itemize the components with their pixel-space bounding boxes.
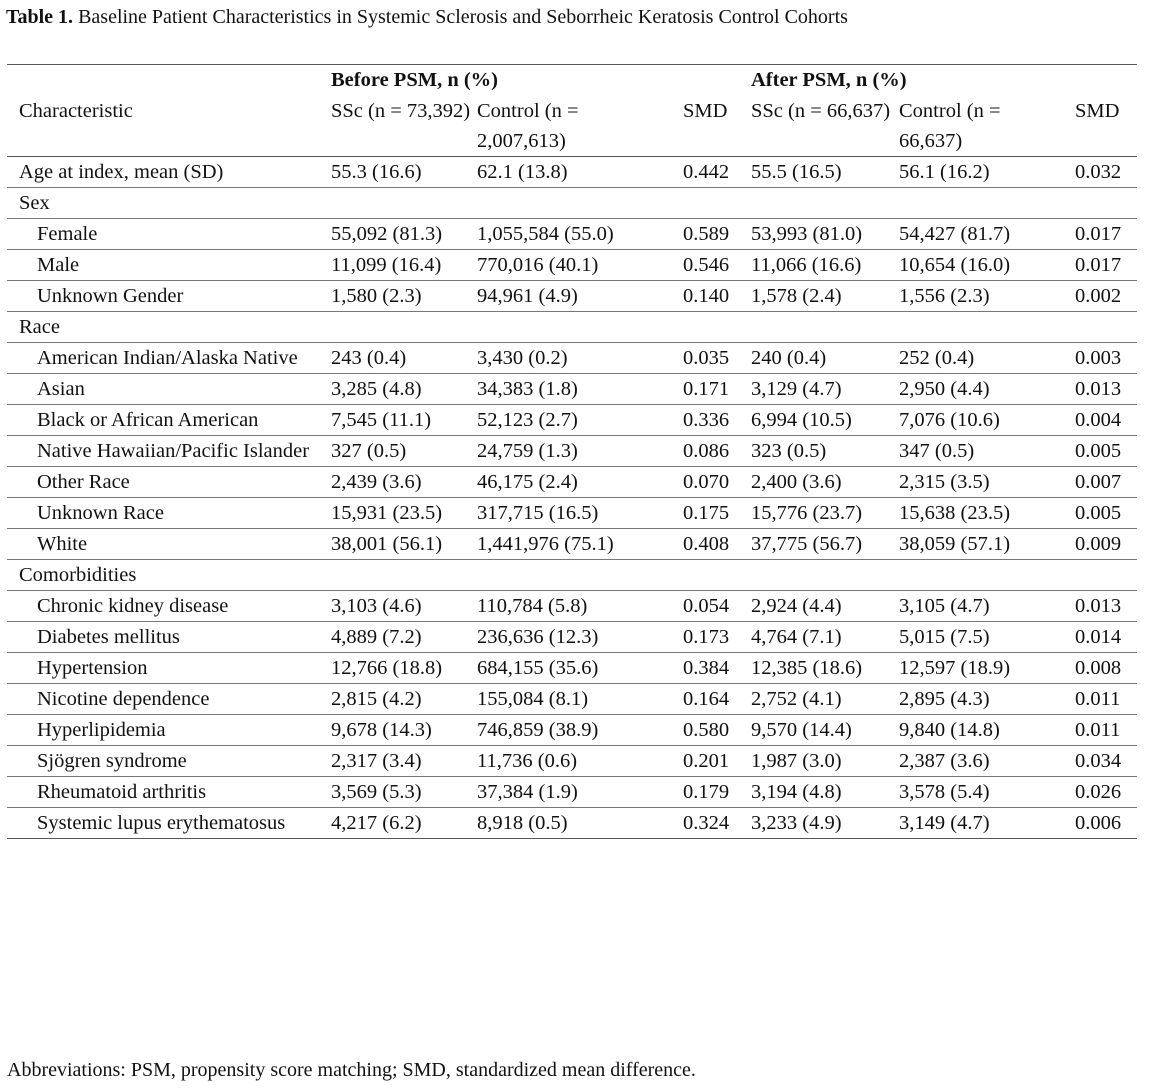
cell-after-ssc: 240 (0.4) <box>751 343 899 374</box>
cell-after-ssc: 3,194 (4.8) <box>751 777 899 808</box>
table-row <box>7 405 1137 436</box>
cell-after-ssc: 323 (0.5) <box>751 436 899 467</box>
cell-before-smd: 0.173 <box>671 622 751 653</box>
cell-after-control: 56.1 (16.2) <box>899 157 1063 188</box>
cell-after-control: 10,654 (16.0) <box>899 250 1063 281</box>
row-label: Unknown Race <box>7 498 331 529</box>
cell-before-control: 317,715 (16.5) <box>477 498 671 529</box>
cell-after-ssc: 6,994 (10.5) <box>751 405 899 436</box>
cell-after-control: 38,059 (57.1) <box>899 529 1063 560</box>
cell-before-control: 236,636 (12.3) <box>477 622 671 653</box>
header-before-psm: Before PSM, n (%) <box>331 65 751 97</box>
cell-after-smd: 0.003 <box>1063 343 1137 374</box>
row-label: Asian <box>7 374 331 405</box>
row-label: Other Race <box>7 467 331 498</box>
cell-after-control: 5,015 (7.5) <box>899 622 1063 653</box>
cell-before-ssc: 38,001 (56.1) <box>331 529 477 560</box>
cell-before-ssc: 3,285 (4.8) <box>331 374 477 405</box>
row-label: Unknown Gender <box>7 281 331 312</box>
table-caption-text: Baseline Patient Characteristics in Systemic Sclerosis and Seborrheic Keratosis Control Cohorts <box>78 6 848 28</box>
baseline-characteristics-table <box>7 64 1137 839</box>
cell-before-smd: 0.384 <box>671 653 751 684</box>
cell-before-ssc: 4,889 (7.2) <box>331 622 477 653</box>
cell-before-control: 46,175 (2.4) <box>477 467 671 498</box>
cell-before-ssc: 11,099 (16.4) <box>331 250 477 281</box>
table-caption-label: Table 1. <box>6 6 74 28</box>
cell-after-ssc: 53,993 (81.0) <box>751 219 899 250</box>
cell-after-ssc: 12,385 (18.6) <box>751 653 899 684</box>
cell-before-smd: 0.175 <box>671 498 751 529</box>
table-row <box>7 281 1137 312</box>
cell-before-smd: 0.546 <box>671 250 751 281</box>
row-label: Hyperlipidemia <box>7 715 331 746</box>
cell-after-ssc: 1,578 (2.4) <box>751 281 899 312</box>
table-row <box>7 219 1137 250</box>
table-row <box>7 374 1137 405</box>
cell-before-smd: 0.086 <box>671 436 751 467</box>
table-row <box>7 746 1137 777</box>
header-before-smd: SMD <box>671 96 751 157</box>
table-row <box>7 529 1137 560</box>
cell-after-smd: 0.006 <box>1063 808 1137 839</box>
cell-before-ssc: 55,092 (81.3) <box>331 219 477 250</box>
cell-before-smd: 0.164 <box>671 684 751 715</box>
cell-before-smd: 0.201 <box>671 746 751 777</box>
cell-after-ssc: 2,400 (3.6) <box>751 467 899 498</box>
cell-before-control: 34,383 (1.8) <box>477 374 671 405</box>
cell-after-smd: 0.005 <box>1063 498 1137 529</box>
section-row <box>7 188 1137 219</box>
table-row <box>7 467 1137 498</box>
cell-before-control: 770,016 (40.1) <box>477 250 671 281</box>
table-row <box>7 808 1137 839</box>
cell-after-smd: 0.008 <box>1063 653 1137 684</box>
cell-before-ssc: 2,317 (3.4) <box>331 746 477 777</box>
table-row <box>7 715 1137 746</box>
cell-before-ssc: 55.3 (16.6) <box>331 157 477 188</box>
cell-after-smd: 0.002 <box>1063 281 1137 312</box>
table-row <box>7 343 1137 374</box>
cell-after-smd: 0.009 <box>1063 529 1137 560</box>
cell-after-control: 3,149 (4.7) <box>899 808 1063 839</box>
cell-before-ssc: 243 (0.4) <box>331 343 477 374</box>
table-group-header-row <box>7 65 1137 97</box>
cell-before-ssc: 2,815 (4.2) <box>331 684 477 715</box>
header-after-smd: SMD <box>1063 96 1137 157</box>
cell-before-control: 62.1 (13.8) <box>477 157 671 188</box>
row-label: Male <box>7 250 331 281</box>
row-label: Sjögren syndrome <box>7 746 331 777</box>
section-label-sex: Sex <box>7 188 331 219</box>
cell-before-control: 1,055,584 (55.0) <box>477 219 671 250</box>
cell-before-smd: 0.580 <box>671 715 751 746</box>
cell-after-smd: 0.017 <box>1063 250 1137 281</box>
table-row <box>7 498 1137 529</box>
cell-after-control: 12,597 (18.9) <box>899 653 1063 684</box>
cell-before-smd: 0.442 <box>671 157 751 188</box>
cell-before-control: 37,384 (1.9) <box>477 777 671 808</box>
cell-after-control: 54,427 (81.7) <box>899 219 1063 250</box>
cell-after-smd: 0.013 <box>1063 374 1137 405</box>
cell-after-ssc: 55.5 (16.5) <box>751 157 899 188</box>
section-label-race: Race <box>7 312 331 343</box>
table-row <box>7 653 1137 684</box>
cell-before-ssc: 15,931 (23.5) <box>331 498 477 529</box>
cell-after-smd: 0.014 <box>1063 622 1137 653</box>
cell-after-control: 3,105 (4.7) <box>899 591 1063 622</box>
cell-after-ssc: 3,129 (4.7) <box>751 374 899 405</box>
cell-after-ssc: 2,924 (4.4) <box>751 591 899 622</box>
table-caption <box>6 5 848 29</box>
cell-after-control: 9,840 (14.8) <box>899 715 1063 746</box>
cell-after-smd: 0.004 <box>1063 405 1137 436</box>
header-after-psm: After PSM, n (%) <box>751 65 1137 97</box>
cell-before-smd: 0.171 <box>671 374 751 405</box>
row-label: Diabetes mellitus <box>7 622 331 653</box>
table-row <box>7 436 1137 467</box>
row-label: Rheumatoid arthritis <box>7 777 331 808</box>
cell-after-ssc: 11,066 (16.6) <box>751 250 899 281</box>
cell-after-smd: 0.007 <box>1063 467 1137 498</box>
cell-before-ssc: 9,678 (14.3) <box>331 715 477 746</box>
cell-after-control: 15,638 (23.5) <box>899 498 1063 529</box>
cell-before-smd: 0.408 <box>671 529 751 560</box>
cell-before-control: 24,759 (1.3) <box>477 436 671 467</box>
table-row <box>7 622 1137 653</box>
cell-before-ssc: 3,569 (5.3) <box>331 777 477 808</box>
table-row <box>7 684 1137 715</box>
cell-before-ssc: 12,766 (18.8) <box>331 653 477 684</box>
cell-before-control: 110,784 (5.8) <box>477 591 671 622</box>
cell-before-smd: 0.070 <box>671 467 751 498</box>
cell-after-smd: 0.011 <box>1063 684 1137 715</box>
cell-after-smd: 0.017 <box>1063 219 1137 250</box>
cell-after-control: 2,387 (3.6) <box>899 746 1063 777</box>
cell-after-control: 252 (0.4) <box>899 343 1063 374</box>
row-label: Hypertension <box>7 653 331 684</box>
header-characteristic: Characteristic <box>7 96 331 157</box>
row-label: Nicotine dependence <box>7 684 331 715</box>
table-row <box>7 250 1137 281</box>
cell-before-smd: 0.054 <box>671 591 751 622</box>
cell-before-smd: 0.179 <box>671 777 751 808</box>
row-label: American Indian/Alaska Native <box>7 343 331 374</box>
cell-before-control: 684,155 (35.6) <box>477 653 671 684</box>
row-label: Chronic kidney disease <box>7 591 331 622</box>
cell-after-ssc: 37,775 (56.7) <box>751 529 899 560</box>
cell-before-control: 1,441,976 (75.1) <box>477 529 671 560</box>
cell-after-smd: 0.013 <box>1063 591 1137 622</box>
header-after-control: Control (n = 66,637) <box>899 96 1063 157</box>
row-label: White <box>7 529 331 560</box>
cell-after-smd: 0.005 <box>1063 436 1137 467</box>
header-before-ssc: SSc (n = 73,392) <box>331 96 477 157</box>
section-label-comorbidities: Comorbidities <box>7 560 331 591</box>
header-after-ssc: SSc (n = 66,637) <box>751 96 899 157</box>
cell-after-control: 347 (0.5) <box>899 436 1063 467</box>
cell-after-control: 2,895 (4.3) <box>899 684 1063 715</box>
header-empty-cell <box>7 65 331 97</box>
cell-before-control: 155,084 (8.1) <box>477 684 671 715</box>
row-label: Systemic lupus erythematosus <box>7 808 331 839</box>
header-before-control: Control (n = 2,007,613) <box>477 96 671 157</box>
cell-after-ssc: 3,233 (4.9) <box>751 808 899 839</box>
cell-before-control: 3,430 (0.2) <box>477 343 671 374</box>
cell-after-ssc: 9,570 (14.4) <box>751 715 899 746</box>
cell-after-control: 3,578 (5.4) <box>899 777 1063 808</box>
cell-before-smd: 0.324 <box>671 808 751 839</box>
cell-before-control: 11,736 (0.6) <box>477 746 671 777</box>
cell-before-ssc: 3,103 (4.6) <box>331 591 477 622</box>
cell-before-control: 94,961 (4.9) <box>477 281 671 312</box>
cell-before-ssc: 4,217 (6.2) <box>331 808 477 839</box>
cell-after-smd: 0.011 <box>1063 715 1137 746</box>
cell-after-control: 1,556 (2.3) <box>899 281 1063 312</box>
cell-before-control: 8,918 (0.5) <box>477 808 671 839</box>
cell-after-control: 7,076 (10.6) <box>899 405 1063 436</box>
cell-before-smd: 0.140 <box>671 281 751 312</box>
cell-after-smd: 0.032 <box>1063 157 1137 188</box>
table-row <box>7 777 1137 808</box>
row-label: Native Hawaiian/Pacific Islander <box>7 436 331 467</box>
section-row <box>7 560 1137 591</box>
cell-after-smd: 0.034 <box>1063 746 1137 777</box>
cell-before-control: 52,123 (2.7) <box>477 405 671 436</box>
cell-after-control: 2,315 (3.5) <box>899 467 1063 498</box>
cell-after-smd: 0.026 <box>1063 777 1137 808</box>
cell-after-ssc: 15,776 (23.7) <box>751 498 899 529</box>
row-label: Female <box>7 219 331 250</box>
table-row <box>7 157 1137 188</box>
cell-after-ssc: 2,752 (4.1) <box>751 684 899 715</box>
cell-before-smd: 0.589 <box>671 219 751 250</box>
cell-before-smd: 0.336 <box>671 405 751 436</box>
row-label: Black or African American <box>7 405 331 436</box>
cell-before-control: 746,859 (38.9) <box>477 715 671 746</box>
cell-before-ssc: 1,580 (2.3) <box>331 281 477 312</box>
cell-after-ssc: 1,987 (3.0) <box>751 746 899 777</box>
section-row <box>7 312 1137 343</box>
cell-before-ssc: 2,439 (3.6) <box>331 467 477 498</box>
cell-before-ssc: 327 (0.5) <box>331 436 477 467</box>
table-footnote: Abbreviations: PSM, propensity score matching; SMD, standardized mean difference. <box>7 1059 696 1081</box>
cell-before-smd: 0.035 <box>671 343 751 374</box>
cell-after-control: 2,950 (4.4) <box>899 374 1063 405</box>
cell-before-ssc: 7,545 (11.1) <box>331 405 477 436</box>
table-column-header-row <box>7 96 1137 157</box>
row-label: Age at index, mean (SD) <box>7 157 331 188</box>
cell-after-ssc: 4,764 (7.1) <box>751 622 899 653</box>
table-row <box>7 591 1137 622</box>
